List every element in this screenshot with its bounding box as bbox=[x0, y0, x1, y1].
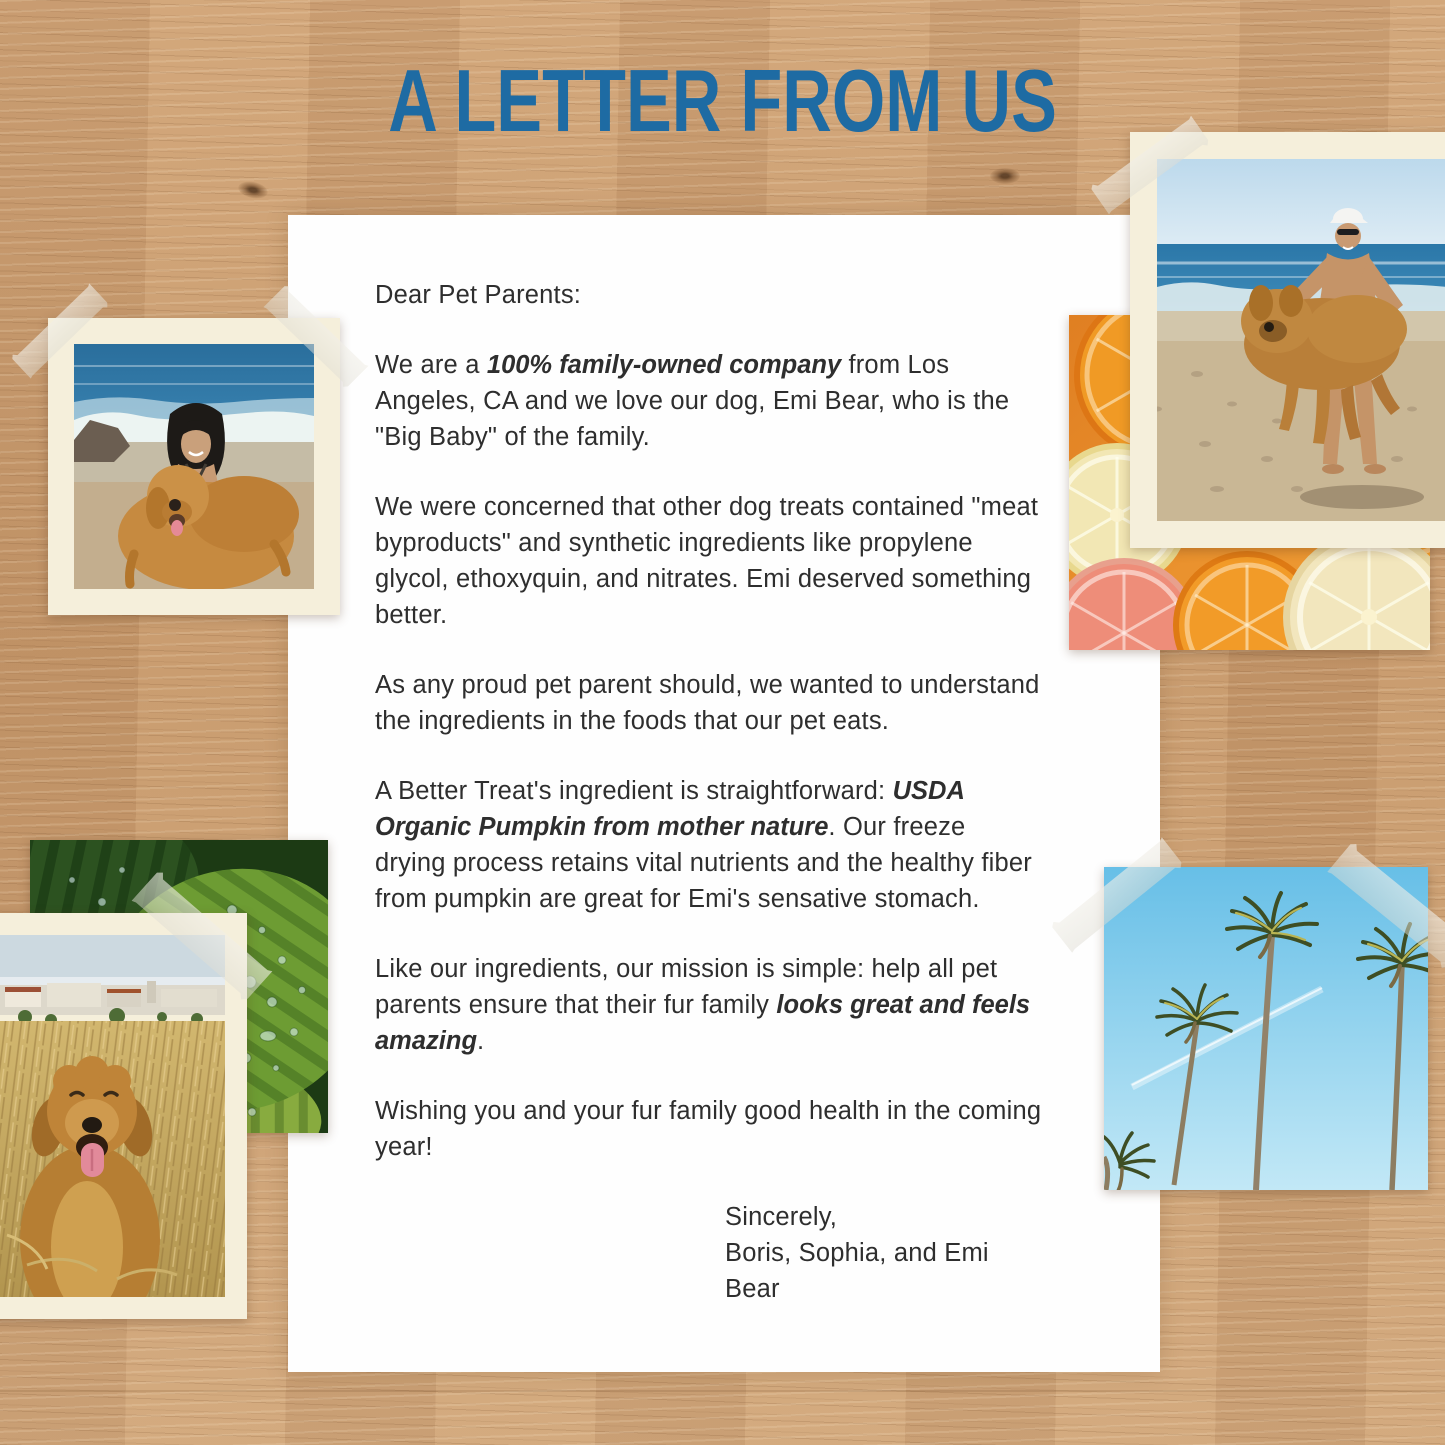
letter-paragraph bbox=[375, 489, 1043, 633]
letter-text-run: . Our freeze drying process retains vital nutrients and the healthy fiber from pumpkin are great for Emi's sensative stomach. bbox=[375, 813, 1032, 913]
letter-paragraph bbox=[375, 773, 1043, 917]
bold-text: 100% family-owned company bbox=[486, 351, 842, 379]
letter-salutation: Dear Pet Parents: bbox=[375, 281, 582, 309]
signature-block bbox=[375, 1199, 1043, 1307]
letter-paragraph bbox=[375, 347, 1043, 455]
letter-text-run: Like our ingredients, our mission is simple: help all pet parents ensure that their fur family bbox=[375, 955, 998, 1019]
wood-knot bbox=[237, 179, 270, 201]
letter-text-run: A Better Treat's ingredient is straightforward: bbox=[375, 777, 893, 805]
photo-dog-in-field bbox=[0, 913, 247, 1319]
bold-text: looks great and feels amazing bbox=[375, 991, 1031, 1055]
letter-text-run: . bbox=[477, 1027, 485, 1055]
letter-text-run: Wishing you and your fur family good health in the coming year! bbox=[375, 1097, 1042, 1161]
wood-plank-seam bbox=[0, 1390, 1445, 1392]
photo-man-dog-beach bbox=[1130, 132, 1445, 548]
man-dog-beach-illustration bbox=[1157, 159, 1445, 521]
letter-paragraph bbox=[375, 1093, 1043, 1165]
letter-paragraph bbox=[375, 667, 1043, 739]
letter-body bbox=[375, 277, 1043, 1307]
woman-dog-beach-illustration bbox=[74, 344, 314, 589]
palms-illustration bbox=[1104, 867, 1428, 1190]
letter-text-run: from Los Angeles, CA and we love our dog, Emi Bear, who is the "Big Baby" of the family. bbox=[375, 351, 1010, 451]
page-title-text: A LETTER FROM US bbox=[388, 51, 1057, 150]
letter-paper bbox=[288, 215, 1160, 1372]
letter-text-run: As any proud pet parent should, we wanted to understand the ingredients in the foods that our pet eats. bbox=[375, 671, 1040, 735]
letter-text-run: We were concerned that other dog treats contained "meat byproducts" and synthetic ingredients like propylene glycol, ethoxyquin, and nitrates. Emi deserved something better. bbox=[375, 493, 1039, 629]
bold-text: USDA Organic Pumpkin from mother nature bbox=[375, 777, 964, 841]
letter-paragraph bbox=[375, 951, 1043, 1059]
letter-text-run: We are a bbox=[375, 351, 487, 379]
photo-woman-dog-beach bbox=[48, 318, 340, 615]
page-title bbox=[0, 50, 1445, 152]
signature-line: Sincerely, bbox=[725, 1203, 838, 1231]
photo-palm-trees bbox=[1104, 867, 1428, 1190]
dog-field-illustration bbox=[0, 935, 225, 1297]
wood-knot bbox=[990, 168, 1020, 184]
signature-line: Boris, Sophia, and Emi Bear bbox=[725, 1239, 989, 1303]
